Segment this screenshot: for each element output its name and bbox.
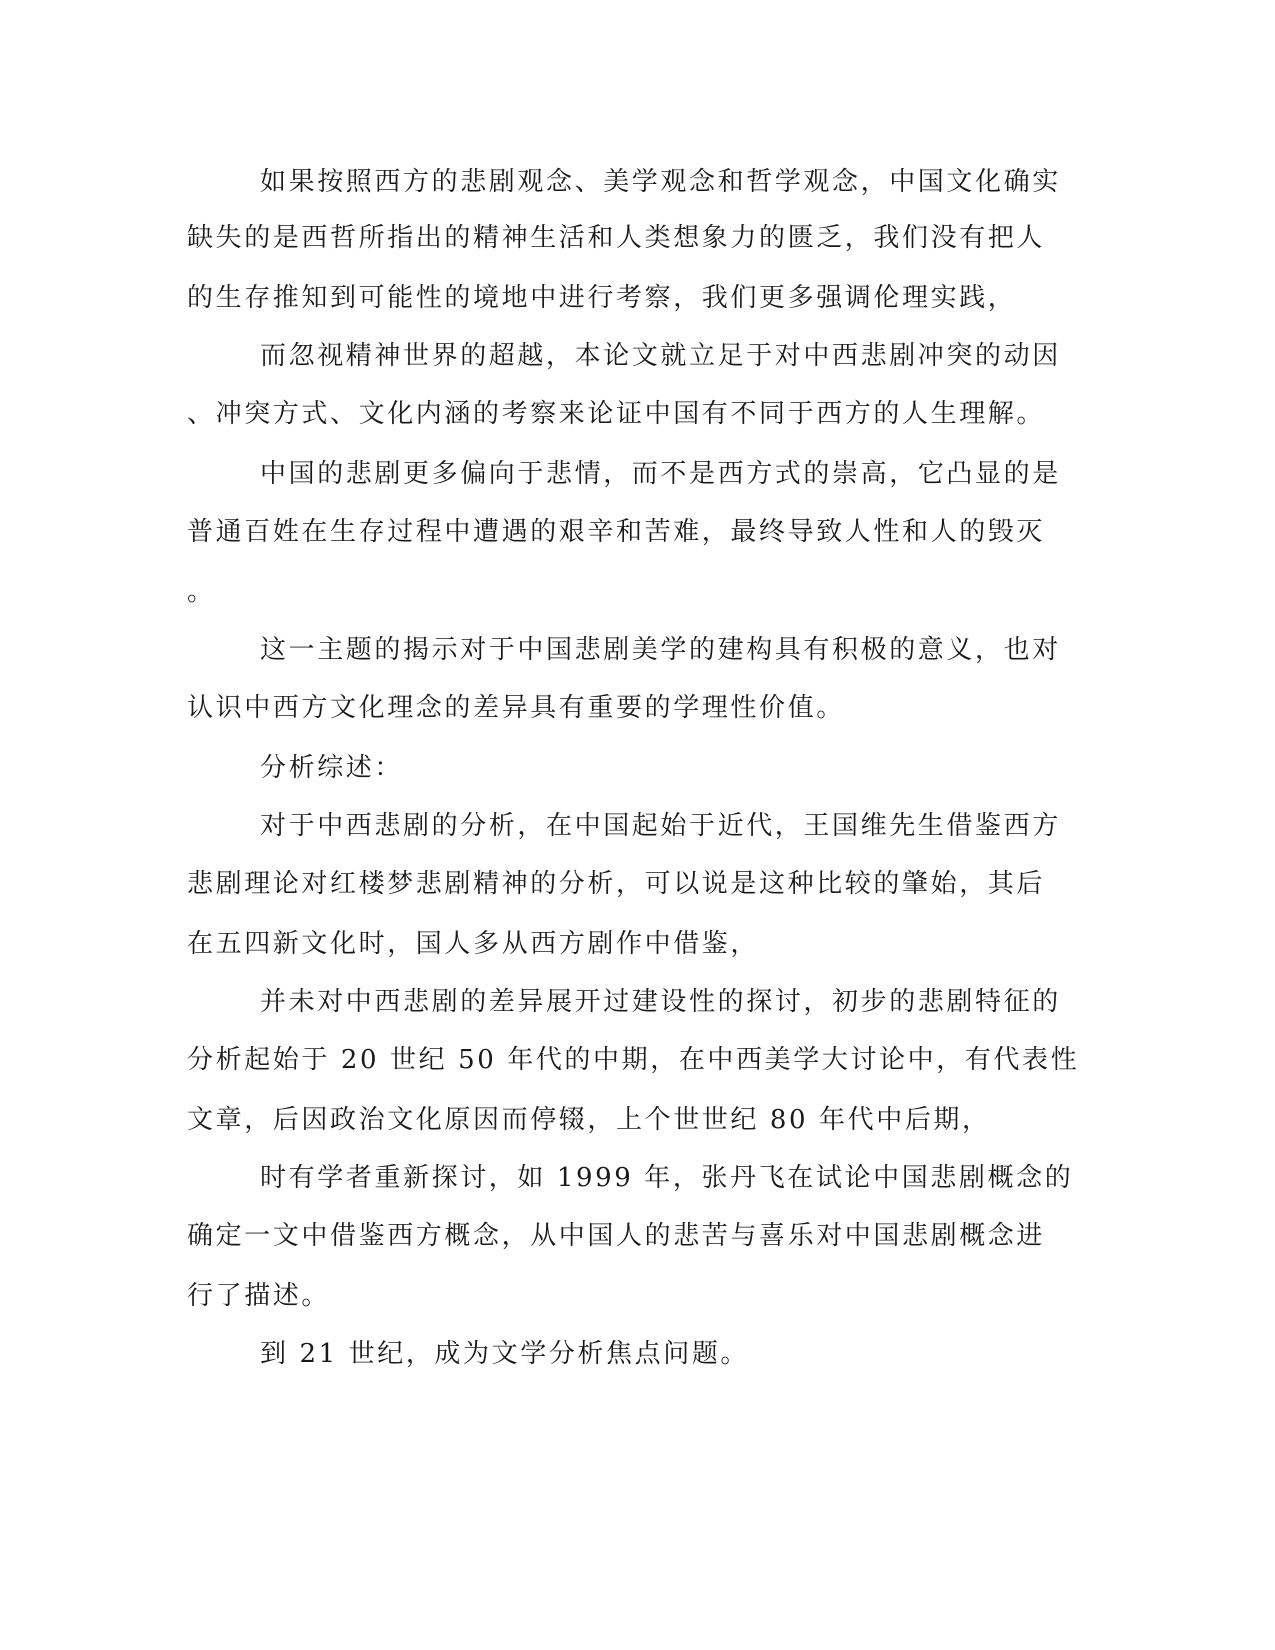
text-line: 行了描述。 bbox=[187, 1281, 331, 1311]
text-line: 认识中西方文化理念的差异具有重要的学理性价值。 bbox=[187, 693, 845, 723]
text-line: 确定一文中借鉴西方概念，从中国人的悲苦与喜乐对中国悲剧概念进 bbox=[187, 1221, 1046, 1251]
section-heading: 分析综述： bbox=[260, 753, 404, 783]
text-line: 。 bbox=[187, 577, 216, 607]
text-line: 并未对中西悲剧的差异展开过建设性的探讨，初步的悲剧特征的 bbox=[260, 987, 1061, 1017]
text-line: 缺失的是西哲所指出的精神生活和人类想象力的匮乏，我们没有把人 bbox=[187, 223, 1046, 253]
text-line: 的生存推知到可能性的境地中进行考察，我们更多强调伦理实践， bbox=[187, 283, 1017, 313]
text-line: 悲剧理论对红楼梦悲剧精神的分析，可以说是这种比较的肇始，其后 bbox=[187, 869, 1046, 899]
text-line: 对于中西悲剧的分析，在中国起始于近代，王国维先生借鉴西方 bbox=[260, 811, 1061, 841]
text-line: 如果按照西方的悲剧观念、美学观念和哲学观念，中国文化确实 bbox=[260, 167, 1061, 197]
text-line: 分析起始于 20 世纪 50 年代的中期，在中西美学大讨论中，有代表性 bbox=[187, 1045, 1080, 1075]
text-line: 这一主题的揭示对于中国悲剧美学的建构具有积极的意义，也对 bbox=[260, 635, 1061, 665]
text-line: 在五四新文化时，国人多从西方剧作中借鉴， bbox=[187, 929, 760, 959]
text-line: 到 21 世纪，成为文学分析焦点问题。 bbox=[260, 1339, 750, 1369]
text-line: 中国的悲剧更多偏向于悲情，而不是西方式的崇高，它凸显的是 bbox=[260, 459, 1061, 489]
text-line: 时有学者重新探讨，如 1999 年，张丹飞在试论中国悲剧概念的 bbox=[260, 1163, 1074, 1193]
text-line: 文章，后因政治文化原因而停辍，上个世世纪 80 年代中后期， bbox=[187, 1105, 991, 1135]
text-line: 而忽视精神世界的超越，本论文就立足于对中西悲剧冲突的动因 bbox=[260, 341, 1061, 371]
text-line: 、冲突方式、文化内涵的考察来论证中国有不同于西方的人生理解。 bbox=[187, 399, 1046, 429]
text-line: 普通百姓在生存过程中遭遇的艰辛和苦难，最终导致人性和人的毁灭 bbox=[187, 517, 1046, 547]
